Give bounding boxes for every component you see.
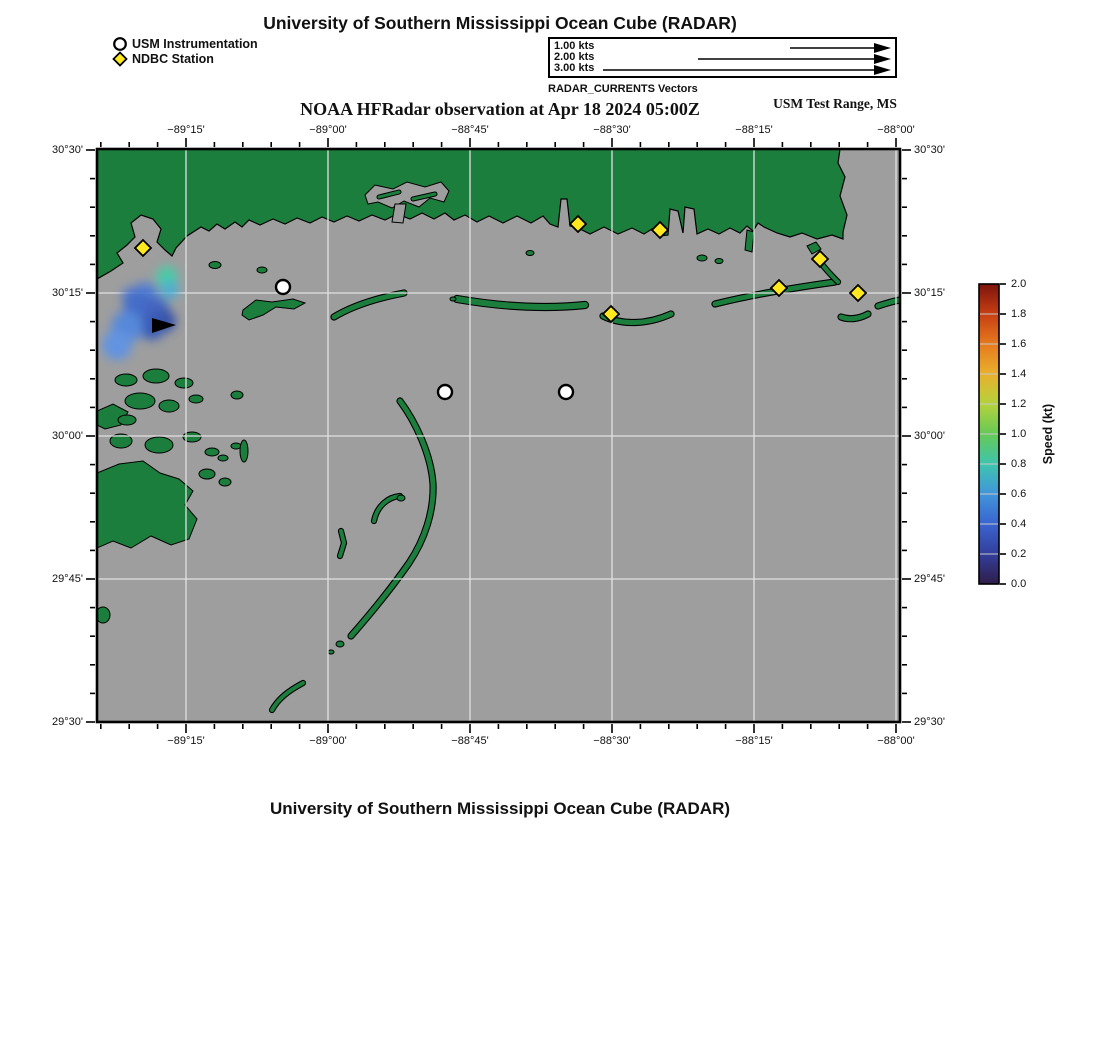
x-tick-label-bottom: −88°15' [735,735,773,747]
x-tick-label-top: −89°15' [167,124,205,136]
vector-arrows-svg [550,39,895,76]
y-tick-label-left: 30°30' [52,144,83,156]
marsh-patch [219,478,231,486]
vector-scale-1kt: 1.00 kts [554,40,595,52]
x-tick-label-bottom: −89°15' [167,735,205,747]
x-tick-label-bottom: −88°30' [593,735,631,747]
legend-item-ndbc [112,51,214,67]
legend-label-usm: USM Instrumentation [132,37,258,51]
colorbar-tick-label: 1.0 [1011,428,1027,440]
usm-circle-icon [112,36,129,52]
colorbar-tick-label: 1.2 [1011,398,1027,410]
x-tick-label-top: −88°45' [451,124,489,136]
footer-title: University of Southern Mississippi Ocean Cube (RADAR) [269,799,731,818]
vector-scale-2kt: 2.00 kts [554,51,595,63]
islet [328,650,334,654]
x-tick-label-bottom: −89°00' [309,735,347,747]
marsh-patch [159,400,179,412]
colorbar-title: Speed (kt) [1041,403,1055,465]
colorbar-tick-label: 0.8 [1011,458,1027,470]
marsh-patch [240,440,248,462]
colorbar-tick-label: 1.6 [1011,338,1027,350]
y-tick-label-left: 30°00' [52,430,83,442]
marsh-patch [231,443,241,449]
usm-station-marker [276,280,290,294]
x-tick-label-bottom: −88°00' [877,735,915,747]
marsh-patch [118,415,136,425]
vector-scale-3kt: 3.00 kts [554,62,595,74]
y-tick-label-right: 30°30' [914,144,945,156]
map-subtitle: NOAA HFRadar observation at Apr 18 2024 05:00Z [300,99,700,119]
y-tick-label-right: 30°15' [914,287,945,299]
islet [397,495,405,501]
x-tick-label-top: −88°15' [735,124,773,136]
islet [336,641,344,647]
marsh-patch [143,369,169,383]
islet [526,251,534,256]
y-tick-label-left: 29°45' [52,573,83,585]
islet [715,259,723,264]
vector-arrowhead [874,54,891,64]
ndbc-diamond-icon [112,51,129,67]
y-tick-label-right: 29°45' [914,573,945,585]
x-tick-label-top: −88°30' [593,124,631,136]
islet [450,297,456,301]
legend-label-ndbc: NDBC Station [132,52,214,66]
colorbar-tick-label: 0.4 [1011,518,1027,530]
marsh-patch [218,455,228,461]
marsh-patch [175,378,193,388]
marsh-patch [205,448,219,456]
usm-station-marker [559,385,573,399]
speed-blob-spot [102,330,132,360]
usm-station-marker [438,385,452,399]
marsh-patch [231,391,243,399]
marsh-patch [189,395,203,403]
colorbar-tick-label: 1.8 [1011,308,1027,320]
map-area [86,138,911,733]
x-tick-label-top: −88°00' [877,124,915,136]
colorbar-tick-label: 0.2 [1011,548,1027,560]
colorbar-tick-label: 2.0 [1011,278,1027,290]
legend-item-usm [112,36,258,52]
y-tick-label-left: 29°30' [52,716,83,728]
colorbar-tick-label: 0.0 [1011,578,1027,590]
vector-arrowhead [874,65,891,75]
y-tick-label-right: 30°00' [914,430,945,442]
marsh-patch [199,469,215,479]
range-label: USM Test Range, MS [773,96,897,111]
speed-blob-spot [161,281,179,299]
x-tick-label-top: −89°00' [309,124,347,136]
vector-scale-box [548,37,897,78]
islet [257,267,267,273]
x-tick-label-bottom: −88°45' [451,735,489,747]
marsh-patch [145,437,173,453]
marsh-patch [125,393,155,409]
y-tick-label-right: 29°30' [914,716,945,728]
bay-channel [392,204,406,223]
colorbar-tick-label: 0.6 [1011,488,1027,500]
vector-arrowhead [874,43,891,53]
y-tick-label-left: 30°15' [52,287,83,299]
marsh-patch [115,374,137,386]
page-title: University of Southern Mississippi Ocean Cube (RADAR) [263,13,737,33]
islet [697,255,707,261]
islet [209,262,221,269]
island [745,230,754,252]
vector-caption: RADAR_CURRENTS Vectors [548,83,698,95]
colorbar-tick-label: 1.4 [1011,368,1027,380]
